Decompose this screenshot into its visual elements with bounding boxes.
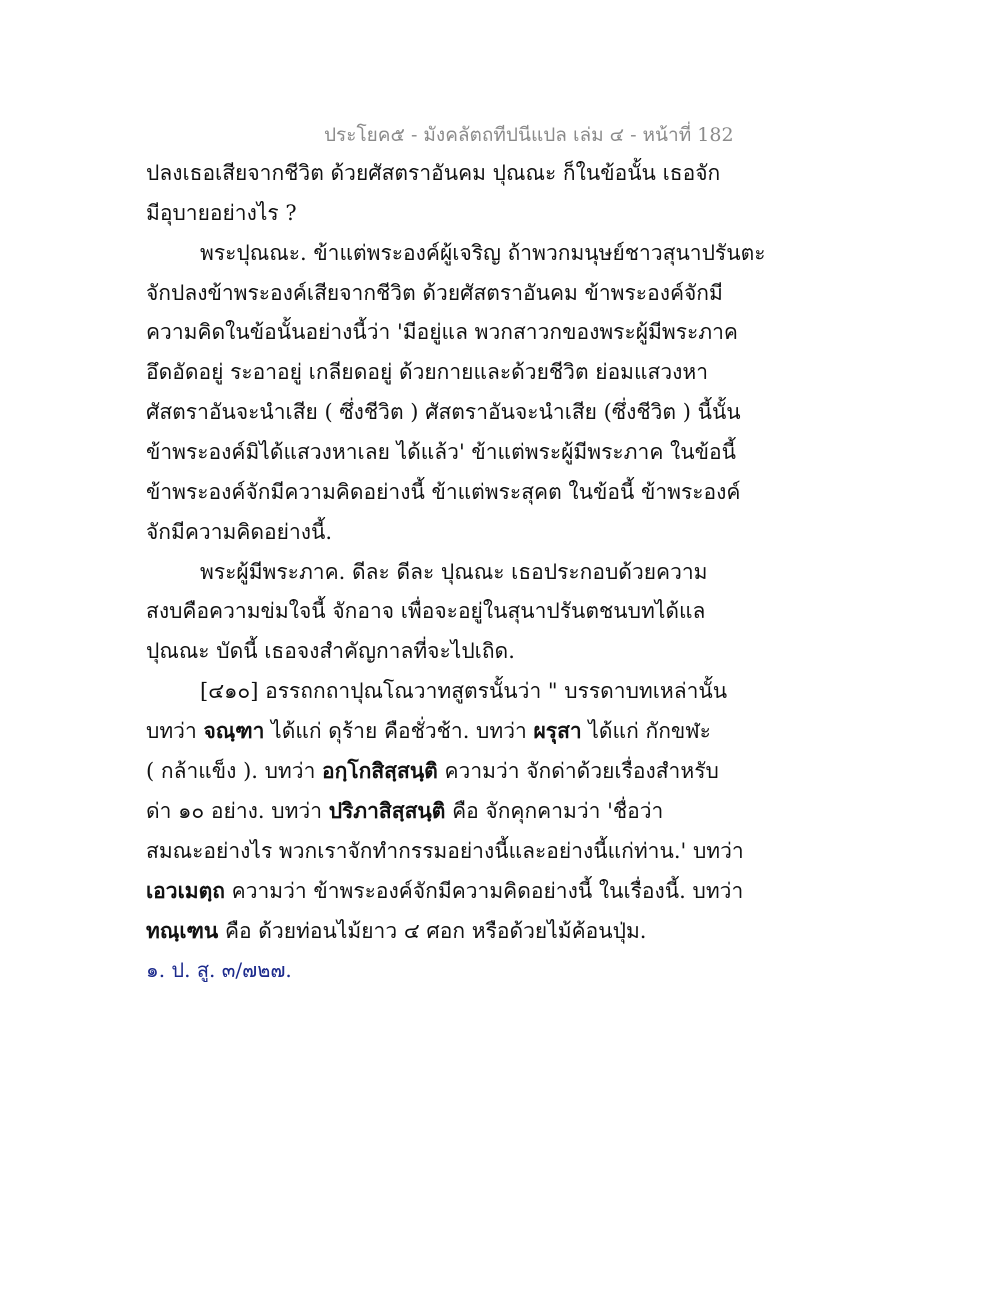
text-line: พระปุณณะ. ข้าแต่พระองค์ผู้เจริญ ถ้าพวกมนุษย์ชาวสุนาปรันตะ [200,241,766,265]
plain-text: ( กล้าแข็ง ). บทว่า [146,759,323,783]
text-line: จักปลงข้าพระองค์เสียจากชีวิต ด้วยศัสตราอันคม ข้าพระองค์จักมี [146,281,723,305]
footnote: ๑. ป. สู. ๓/๗๒๗. [146,958,292,982]
plain-text: คือ ด้วยท่อนไม้ยาว ๔ ศอก หรือด้วยไม้ค้อนปุ่ม. [218,919,647,943]
text-line: ศัสตราอันจะนำเสีย ( ซึ่งชีวิต ) ศัสตราอันจะนำเสีย (ซึ่งชีวิต ) นี้นั้น [146,400,741,424]
text-line [146,756,719,786]
text-line: [๔๑๐] อรรถกถาปุณโณวาทสูตรนั้นว่า " บรรดาบทเหล่านั้น [200,679,728,703]
plain-text: ได้แก่ ดุร้าย คือชั่วช้า. บทว่า [264,719,534,743]
text-line: สมณะอย่างไร พวกเราจักทำกรรมอย่างนี้และอย่างนี้แก่ท่าน.' บทว่า [146,839,744,863]
plain-text: คือ จักคุกคามว่า 'ชื่อว่า [445,799,664,823]
text-line: จักมีความคิดอย่างนี้. [146,520,333,544]
text-line: ข้าพระองค์จักมีความคิดอย่างนี้ ข้าแต่พระสุคต ในข้อนี้ ข้าพระองค์ [146,480,741,504]
plain-text: ได้แก่ กักขฬะ [581,719,711,743]
text-line: พระผู้มีพระภาค. ดีละ ดีละ ปุณณะ เธอประกอบด้วยความ [200,560,708,584]
pali-term: ปริภาสิสฺสนฺติ [328,798,446,823]
text-line [146,716,711,746]
text-line: ปลงเธอเสียจากชีวิต ด้วยศัสตราอันคม ปุณณะ ก็ในข้อนั้น เธอจัก [146,161,721,185]
pali-term: เอวเมตฺถ [146,878,225,903]
text-line: มีอุบายอย่างไร ? [146,201,297,225]
text-line [146,876,743,906]
text-line [146,916,646,946]
pali-term: อกฺโกสิสฺสนฺติ [322,758,438,783]
text-line: ปุณณะ บัดนี้ เธอจงสำคัญกาลที่จะไปเถิด. [146,639,515,663]
plain-text: ด่า ๑๐ อย่าง. บทว่า [146,799,329,823]
pali-term: จณฺฑา [203,718,265,743]
pali-term: ผรุสา [533,718,582,743]
plain-text: บทว่า [146,719,204,743]
text-line: ข้าพระองค์มิได้แสวงหาเลย ได้แล้ว' ข้าแต่พระผู้มีพระภาค ในข้อนี้ [146,440,736,464]
pali-term: ทณฺเฑน [146,918,219,943]
text-line: สงบคือความข่มใจนี้ จักอาจ เพื่อจะอยู่ในสุนาปรันตชนบทได้แล [146,599,706,623]
page-header: ประโยค๕ - มังคลัตถทีปนีแปล เล่ม ๔ - หน้าที่ 182 [324,124,734,146]
plain-text: ความว่า ข้าพระองค์จักมีความคิดอย่างนี้ ในเรื่องนี้. บทว่า [224,879,744,903]
plain-text: ความว่า จักด่าด้วยเรื่องสำหรับ [437,759,719,783]
text-line [146,796,663,826]
text-line: ความคิดในข้อนั้นอย่างนี้ว่า 'มีอยู่แล พวกสาวกของพระผู้มีพระภาค [146,320,738,344]
text-line: อึดอัดอยู่ ระอาอยู่ เกลียดอยู่ ด้วยกายและด้วยชีวิต ย่อมแสวงหา [146,360,709,384]
